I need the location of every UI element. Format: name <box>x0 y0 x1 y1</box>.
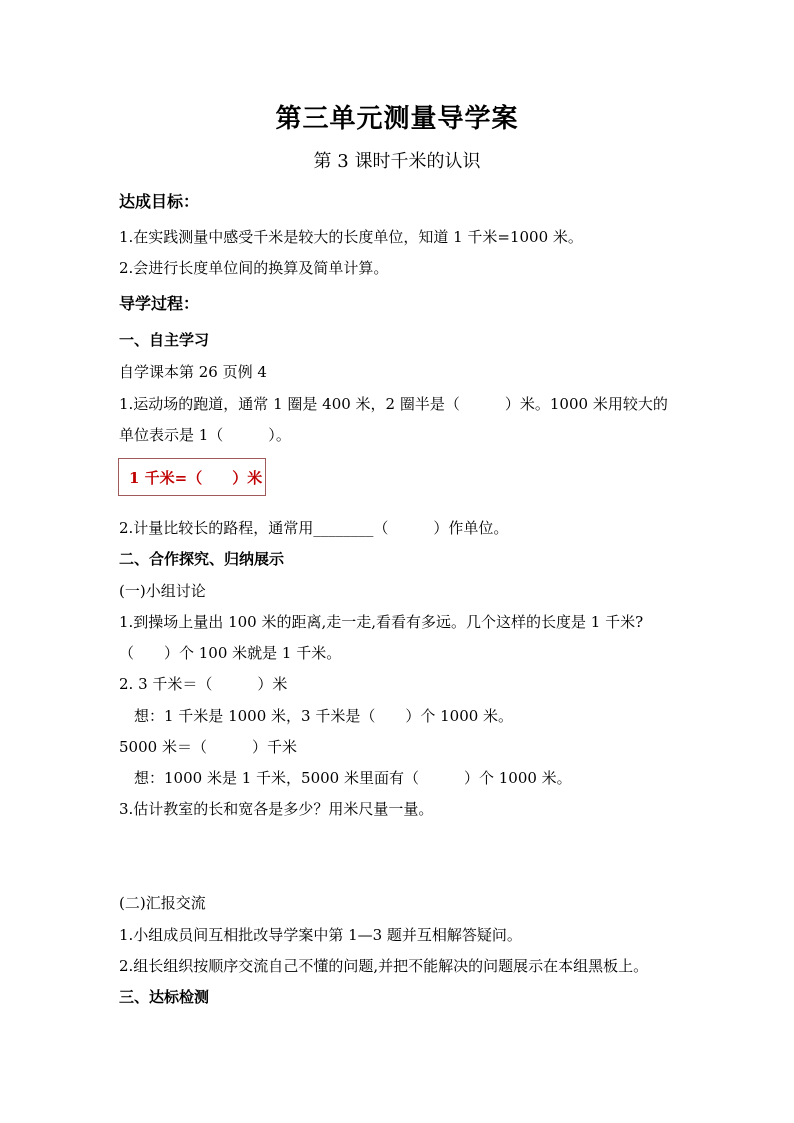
goal-item-1: 1.在实践测量中感受千米是较大的长度单位，知道 1 千米=1000 米。 <box>119 228 583 246</box>
part1-question-1-line-1: 1.运动场的跑道，通常 1 圈是 400 米，2 圈半是（ ）米。1000 米用较大的 <box>119 395 668 413</box>
part1-question-2: 2.计量比较长的路程，通常用________（ ）作单位。 <box>119 519 509 537</box>
discussion-line-1: 1.到操场上量出 100 米的距离,走一走,看看有多远。几个这样的长度是 1 千米? <box>119 613 644 631</box>
formula-text: 1 千米=（ ）米 <box>129 469 263 487</box>
part1-intro: 自学课本第 26 页例 4 <box>119 363 267 381</box>
report-line-1: 1.小组成员间互相批改导学案中第 1—3 题并互相解答疑问。 <box>119 926 522 944</box>
formula-box <box>118 458 266 496</box>
part3-heading: 三、达标检测 <box>119 988 210 1006</box>
report-line-2: 2.组长组织按顺序交流自己不懂的问题,并把不能解决的问题展示在本组黑板上。 <box>119 957 649 975</box>
discussion-line-3: 2. 3 千米＝（ ）米 <box>119 675 288 693</box>
discussion-line-7: 3.估计教室的长和宽各是多少？用米尺量一量。 <box>119 800 434 818</box>
discussion-line-6: 想：1000 米是 1 千米，5000 米里面有（ ）个 1000 米。 <box>119 769 572 787</box>
part2-heading: 二、合作探究、归纳展示 <box>119 550 285 568</box>
part1-question-1-line-2: 单位表示是 1（ ）。 <box>119 426 291 444</box>
discussion-line-2: （ ）个 100 米就是 1 千米。 <box>119 644 342 662</box>
group-discussion-heading: (一)小组讨论 <box>119 582 206 600</box>
lesson-subtitle: 第 3 课时千米的认识 <box>313 151 481 172</box>
page-title: 第三单元测量导学案 <box>275 104 519 134</box>
goal-item-2: 2.会进行长度单位间的换算及简单计算。 <box>119 259 389 277</box>
discussion-line-5: 5000 米＝（ ）千米 <box>119 738 297 756</box>
process-heading: 导学过程： <box>119 294 200 313</box>
goals-heading: 达成目标： <box>119 192 200 211</box>
part1-heading: 一、自主学习 <box>119 331 210 349</box>
report-heading: (二)汇报交流 <box>119 894 206 912</box>
discussion-line-4: 想：1 千米是 1000 米，3 千米是（ ）个 1000 米。 <box>119 707 514 725</box>
